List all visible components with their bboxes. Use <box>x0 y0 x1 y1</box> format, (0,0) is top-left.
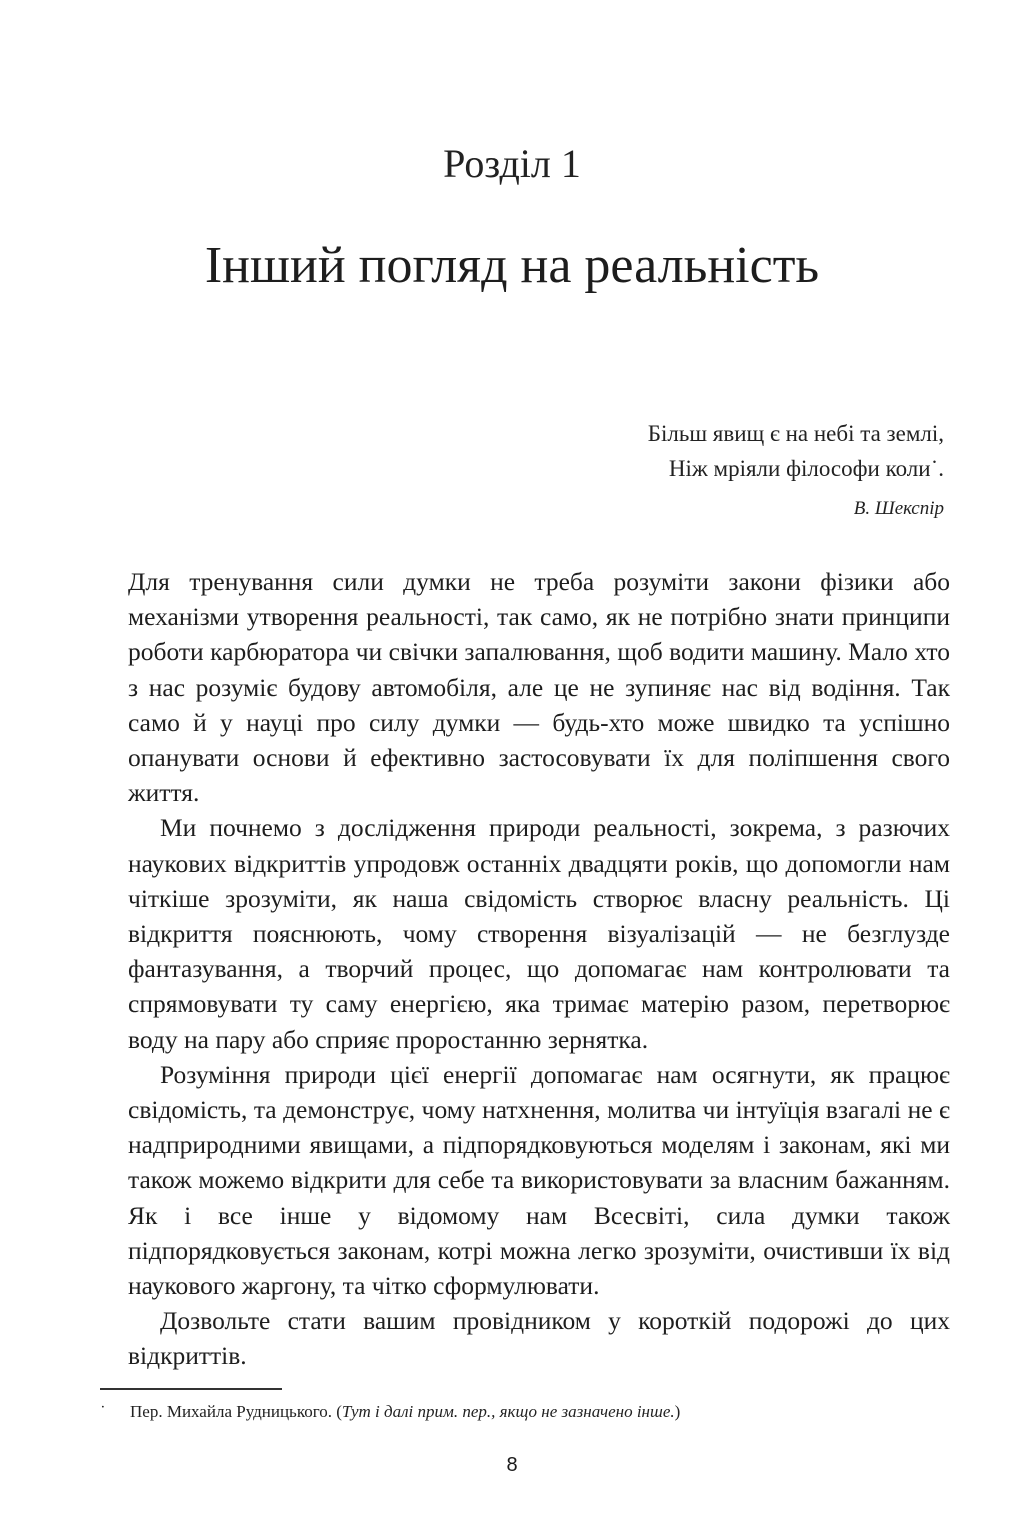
chapter-label: Розділ 1 <box>443 141 581 186</box>
footnote-italic-text: Тут і далі прим. пер., якщо не зазначено інше. <box>341 1402 675 1421</box>
paragraph: Для тренування сили думки не треба розуміти закони фізики або механізми утворення реальності, так само, як не потрібно знати принципи роботи карбюратора чи свічки запалювання, щоб водити машину. Мало хто з нас розуміє будову автомобіля, але це не зупиняє нас від водіння. Так само й у науці про силу думки — будь-хто може швидко та успішно опанувати основи й ефективно застосовувати їх для поліпшення свого життя. <box>128 567 950 808</box>
footnote <box>100 1402 940 1422</box>
chapter-title: Інший погляд на реальність <box>204 237 820 294</box>
paragraph: Дозвольте стати вашим провідником у короткій подорожі до цих відкриттів. <box>128 1306 950 1371</box>
epigraph-line: Ніж мріяли філософи коли˙. <box>668 456 944 481</box>
body-text <box>128 564 950 1374</box>
paragraph: Ми почнемо з дослідження природи реальності, зокрема, з разючих наукових відкриттів упродовж останніх двадцяти років, що допомогли нам чіткіше зрозуміти, як наша свідомість створює власну реальність. Ці відкриття пояснюють, чому створення візуалізацій — не безглузде фантазування, а творчий процес, що допомагає нам контролювати та спрямовувати ту саму енергією, яка тримає матерію разом, перетворює воду на пару або сприяє проростанню зернятка. <box>128 813 950 1054</box>
page-number: 8 <box>506 1454 518 1476</box>
footnote-closing: ) <box>674 1402 681 1421</box>
epigraph-line: Більш явищ є на небі та землі, <box>647 421 944 446</box>
footnote-mark: ˙ <box>100 1402 106 1421</box>
epigraph <box>444 416 944 520</box>
paragraph: Розуміння природи цієї енергії допомагає нам осягнути, як працює свідомість, та демонструє, чому натхнення, молитва чи інтуїція взагалі не є надприродними явищами, а підпорядковуються моделям і законам, які ми також можемо відкрити для себе та використовувати за власним бажанням. Як і все інше у відомому нам Всесвіті, сила думки також підпорядковується законам, котрі можна легко зрозуміти, очистивши їх від наукового жаргону, та чітко сформулювати. <box>128 1059 950 1301</box>
epigraph-author: В. Шекспір <box>853 498 944 519</box>
footnote-text: Пер. Михайла Рудницького. ( <box>130 1402 342 1421</box>
footnote-divider <box>100 1388 282 1390</box>
